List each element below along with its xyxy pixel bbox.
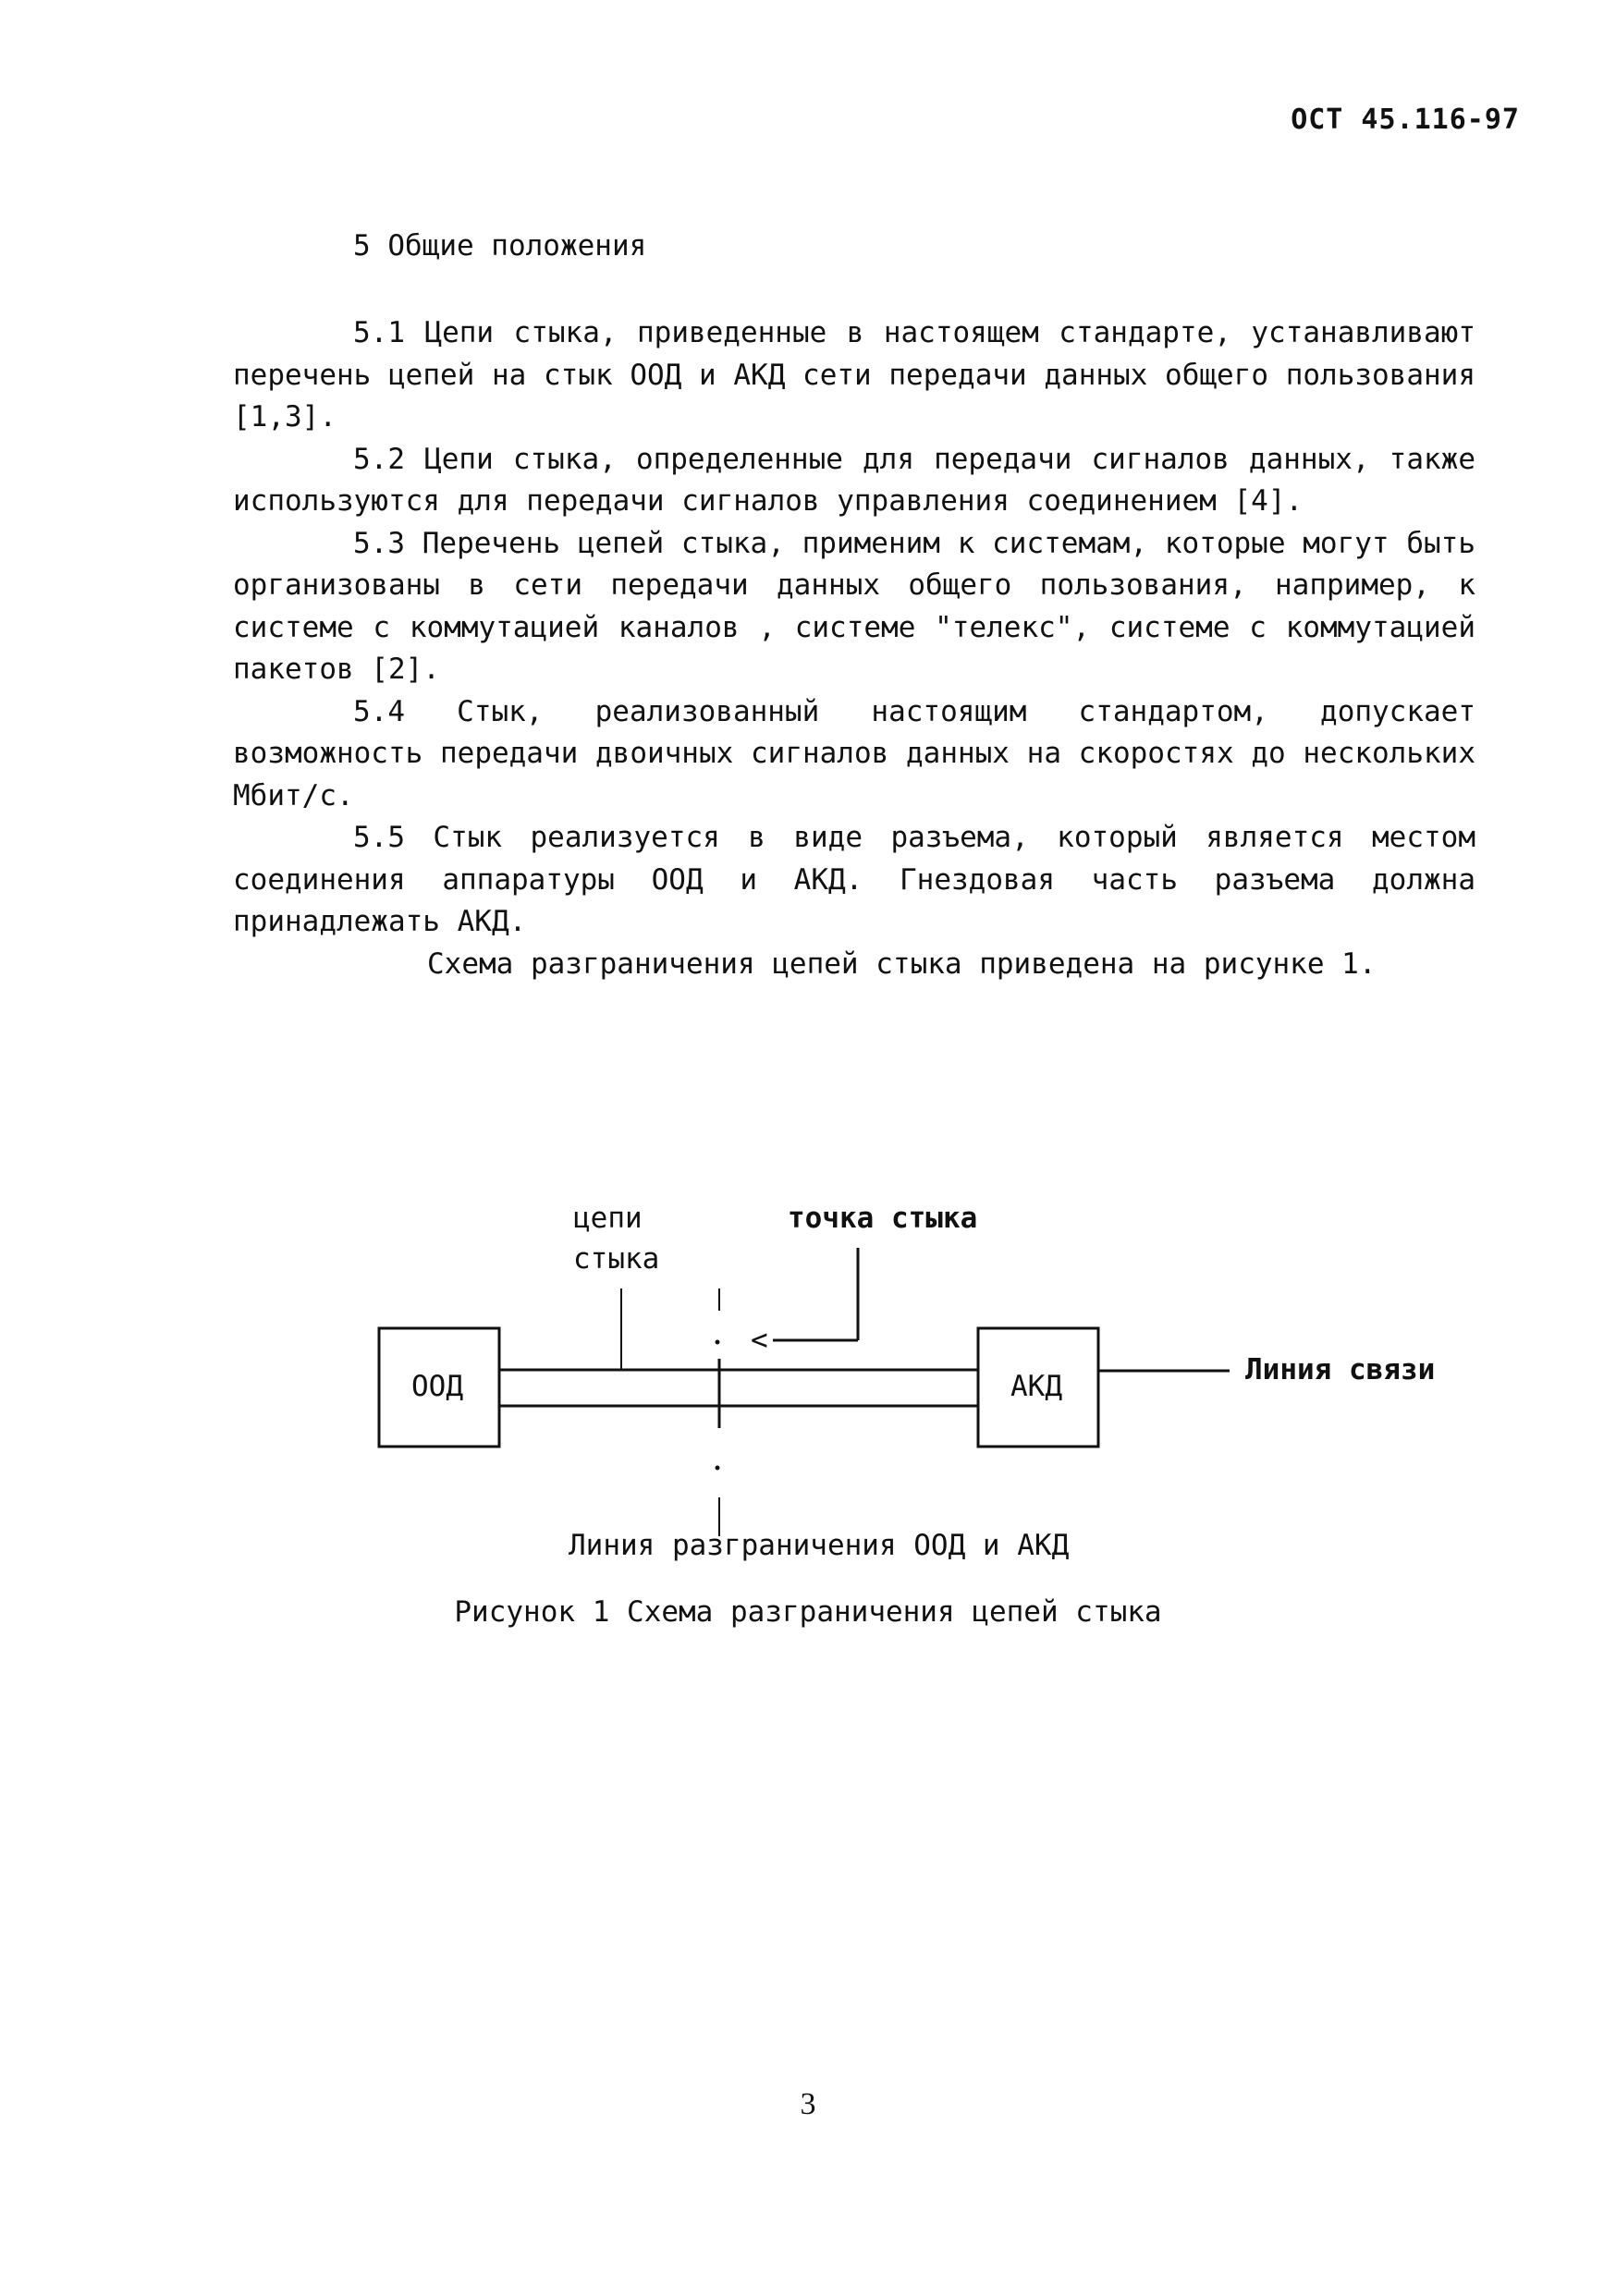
akd-label: АКД <box>1010 1370 1062 1403</box>
document-code: ОСТ 45.116-97 <box>1291 104 1520 136</box>
boundary-dot-top <box>716 1340 720 1345</box>
interface-point-label: точка стыка <box>788 1202 978 1235</box>
boundary-dot-bottom <box>716 1466 720 1471</box>
arrow-head: < <box>751 1324 768 1357</box>
closing-line: Схема разграничения цепей стыка приведена на рисунке 1. <box>427 946 1377 981</box>
paragraph-5-3: 5.3 Перечень цепей стыка, применим к системам, которые могут быть организованы в сети передачи данных общего пользования, например, к системе с коммутацией каналов , системе "телекс", системе с коммутацией пакетов [2]. <box>233 526 1475 686</box>
figure-caption: Рисунок 1 Схема разграничения цепей стыка <box>454 1595 1162 1629</box>
page-number: 3 <box>800 2087 816 2121</box>
ood-label: ООД <box>411 1370 463 1403</box>
paragraph-5-4: 5.4 Стык, реализованный настоящим стандартом, допускает возможность передачи двоичных сигналов данных на скоростях до нескольких Мбит/с. <box>233 694 1475 812</box>
communication-line-label: Линия связи <box>1245 1353 1436 1386</box>
section-title: 5 Общие положения <box>353 229 647 263</box>
boundary-label: Линия разграничения ООД и АКД <box>569 1529 1070 1562</box>
paragraph-5-2: 5.2 Цепи стыка, определенные для передачи сигналов данных, также используются для передачи сигналов управления соединением [4]. <box>233 442 1475 518</box>
paragraph-5-1: 5.1 Цепи стыка, приведенные в настоящем стандарте, устанавливают перечень цепей на стык ООД и АКД сети передачи данных общего пользования [1,3]. <box>233 316 1475 434</box>
circuits-label: цепи стыка <box>573 1202 660 1276</box>
paragraph-5-5: 5.5 Стык реализуется в виде разъема, который является местом соединения аппаратуры ООД и АКД. Гнездовая часть разъема должна принадлежать АКД. <box>233 821 1475 938</box>
